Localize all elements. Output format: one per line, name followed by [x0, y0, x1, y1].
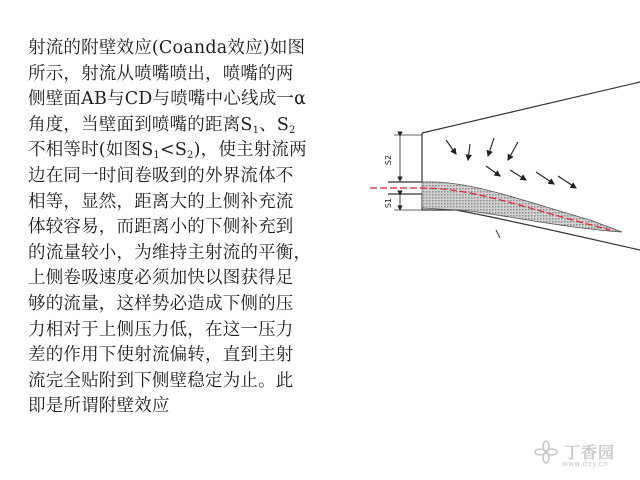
watermark — [534, 438, 634, 472]
entrainment-arrow — [510, 170, 526, 180]
paragraph-line — [28, 343, 360, 369]
entrainment-arrow — [446, 140, 456, 154]
text-span: 上侧卷吸速度必须加快以图获得足 — [28, 268, 294, 289]
entrainment-arrow — [536, 172, 554, 184]
subscript: 2 — [187, 150, 194, 162]
coanda-jet-diagram — [360, 80, 640, 270]
text-span: 即是所谓附壁效应 — [28, 396, 170, 417]
entrainment-arrows — [446, 138, 576, 188]
subscript: 1 — [252, 124, 260, 136]
text-span: 所示，射流从喷嘴喷出，喷嘴的两 — [28, 63, 294, 84]
jet-stream — [422, 182, 622, 232]
text-span: <S — [159, 140, 188, 161]
upper-wall — [422, 82, 640, 133]
paragraph-line — [28, 292, 360, 318]
text-span: 侧壁面AB与CD与喷嘴中心线成一α — [28, 89, 307, 110]
watermark-name: 丁香园 — [564, 443, 616, 462]
entrainment-arrow — [468, 144, 470, 160]
subscript: 2 — [289, 124, 296, 136]
text-span: 相等，显然，距离大的上侧补充流 — [28, 191, 294, 212]
paragraph-line — [28, 113, 360, 139]
text-span: 、S — [259, 114, 290, 135]
coanda-effect-paragraph — [28, 36, 360, 420]
paragraph-line — [28, 138, 360, 164]
text-span: )，使主射流两 — [193, 140, 307, 161]
dxy-logo-icon — [534, 440, 558, 464]
text-span: 流完全贴附到下侧壁稳定为止。此 — [28, 370, 294, 391]
paragraph-line — [28, 87, 360, 113]
entrainment-arrow — [488, 138, 494, 156]
paragraph-line — [28, 190, 360, 216]
entrainment-arrow — [508, 142, 518, 160]
s1-label: S1 — [384, 197, 393, 209]
text-span: 射流的附壁效应(Coanda效应)如图 — [28, 38, 306, 58]
subscript: 1 — [153, 150, 160, 162]
paragraph-line — [28, 369, 360, 395]
paragraph-line — [28, 36, 360, 62]
watermark-url: www.dxy.cn — [562, 460, 608, 468]
text-span: 力相对于上侧压力低，在这一压力 — [28, 319, 294, 340]
paragraph-line — [28, 215, 360, 241]
paragraph-line — [28, 318, 360, 344]
text-span: 体较容易，而距离小的下侧补充到 — [28, 217, 294, 238]
s2-label: S2 — [384, 154, 393, 166]
paragraph-line — [28, 241, 360, 267]
text-span: 差的作用下使射流偏转，直到主射 — [28, 345, 294, 366]
entrainment-arrow — [558, 176, 576, 188]
text-span: 的流量较小，为维持主射流的平衡， — [28, 242, 312, 263]
entrainment-arrow — [486, 166, 500, 176]
text-span: 够的流量，这样势必造成下侧的压 — [28, 293, 294, 314]
paragraph-line — [28, 266, 360, 292]
wall-tick — [496, 230, 500, 238]
paragraph-line — [28, 394, 360, 420]
paragraph-line — [28, 164, 360, 190]
paragraph-line — [28, 62, 360, 88]
text-span: 边在同一时间卷吸到的外界流体不 — [28, 165, 294, 186]
text-span: 角度，当壁面到喷嘴的距离S — [28, 114, 253, 135]
text-span: 不相等时(如图S — [28, 140, 154, 161]
